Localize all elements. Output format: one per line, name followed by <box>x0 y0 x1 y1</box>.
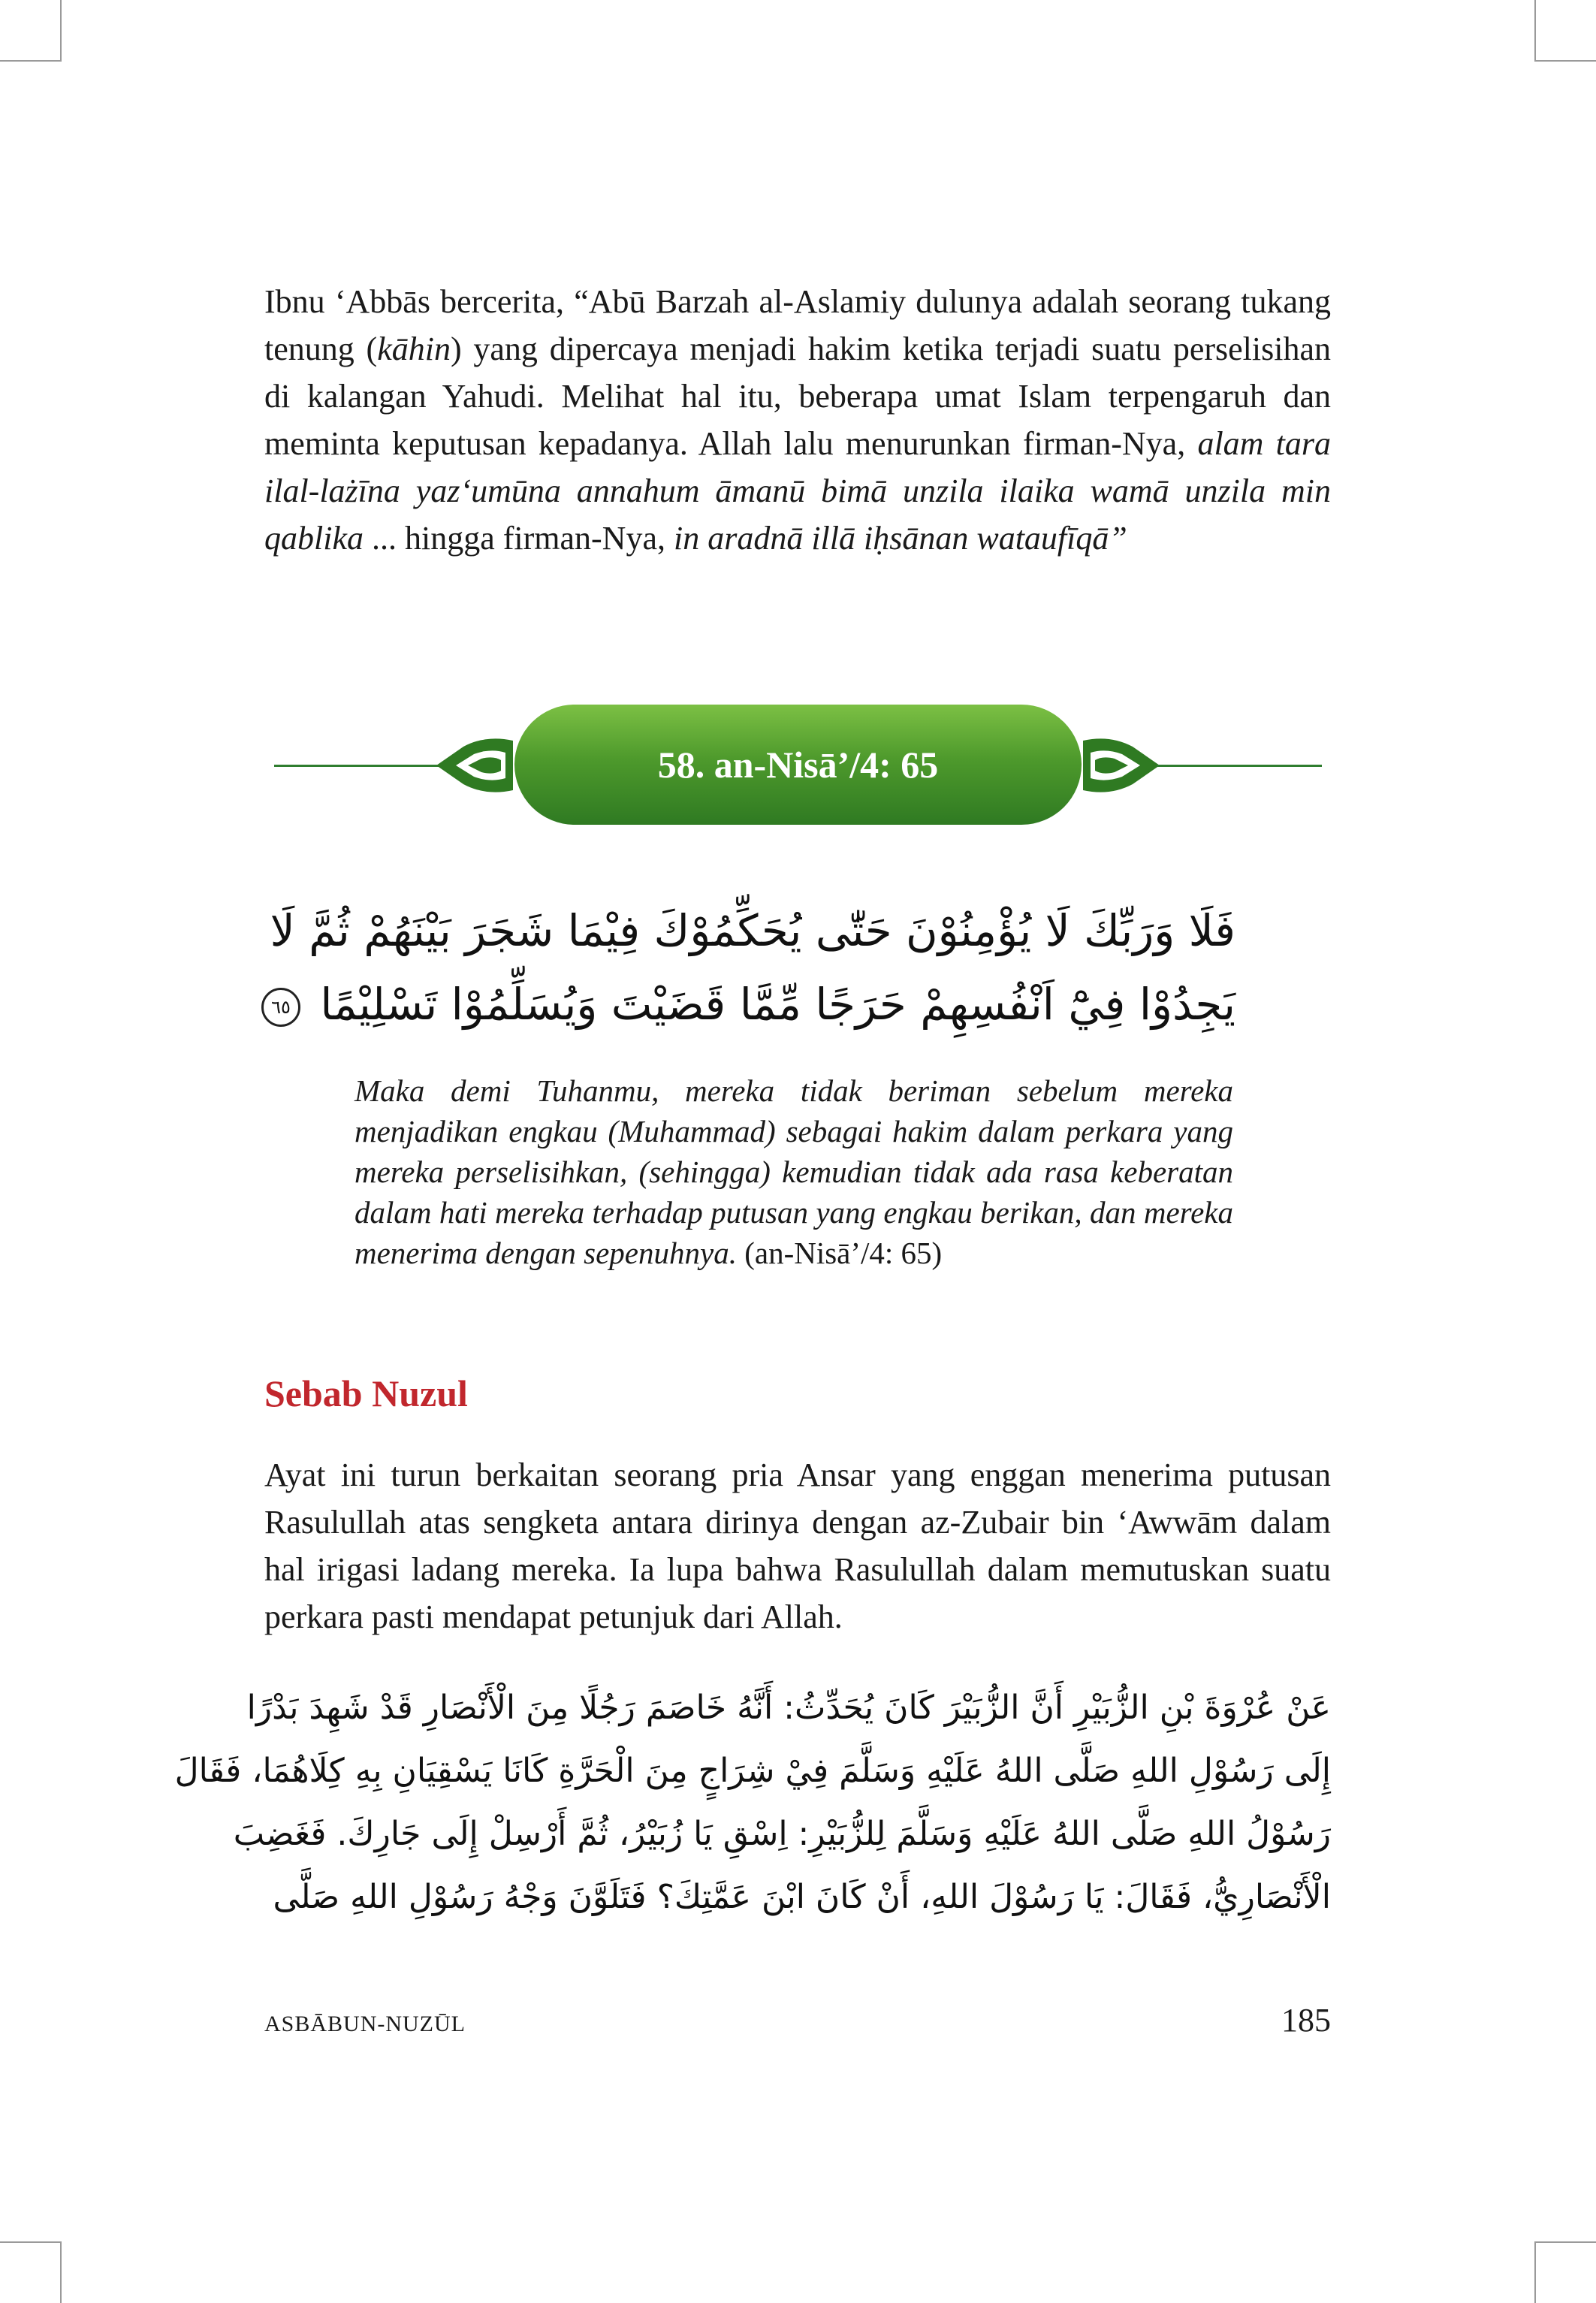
banner-rule-left <box>274 765 439 767</box>
hadith-line-2: إِلَى رَسُوْلِ اللهِ صَلَّى اللهُ عَلَيْهِ وَسَلَّمَ فِيْ شِرَاجٍ مِنَ الْحَرَّةِ كَانَا يَسْقِيَانِ بِهِ كِلَاهُمَا، فَقَالَ <box>174 1752 1331 1790</box>
section-heading: Sebab Nuzul <box>264 1372 468 1414</box>
ayah-line-1: فَلَا وَرَبِّكَ لَا يُؤْمِنُوْنَ حَتّٰى يُحَكِّمُوْكَ فِيْمَا شَجَرَ بَيْنَهُمْ ثُمَّ لَا <box>270 905 1235 956</box>
intro-quote-2: in aradnā illā iḥsānan wataufīqā” <box>673 520 1127 557</box>
page-number: 185 <box>1281 2002 1331 2039</box>
intro-text-2: ) yang dipercaya menjadi hakim ketika terjadi suatu perselisihan di kalangan Yahudi. Melihat hal itu, beberapa umat Islam terpengaruh dan meminta keputusan kepadanya. Allah lalu menurunkan firman-Nya, <box>264 331 1331 462</box>
ayah-line-2 <box>271 967 1235 1041</box>
crop-mark-bottom-right-h <box>1534 2241 1596 2243</box>
intro-text-1: Ibnu ‘Abbās bercerita, “Abū Barzah al-Aslamiy dulunya adalah seorang tukang tenung ( <box>264 283 1331 367</box>
intro-term: kāhin <box>377 331 451 367</box>
banner-rule-right <box>1157 765 1322 767</box>
ayah-line-2-text: يَجِدُوْا فِيْٓ اَنْفُسِهِمْ حَرَجًا مِّمَّا قَضَيْتَ وَيُسَلِّمُوْا تَسْلِيْمًا <box>320 979 1235 1030</box>
crop-mark-bottom-right-v <box>1534 2241 1536 2303</box>
surah-banner <box>274 705 1322 828</box>
ayah-arabic <box>270 894 1235 1041</box>
ornament-left-icon <box>433 733 516 798</box>
crop-mark-top-left-h <box>0 60 62 62</box>
hadith-line-1: عَنْ عُرْوَةَ بْنِ الزُّبَيْرِ أَنَّ الزُّبَيْرَ كَانَ يُحَدِّثُ: أَنَّهُ خَاصَمَ رَجُلًا مِنَ الْأَنْصَارِ قَدْ شَهِدَ بَدْرًا <box>246 1689 1331 1727</box>
crop-mark-top-left-v <box>60 0 62 62</box>
running-footer-title: ASBĀBUN-NUZŪL <box>264 2012 466 2036</box>
crop-mark-bottom-left-h <box>0 2241 62 2243</box>
crop-mark-top-right-v <box>1534 0 1536 62</box>
intro-quote-1: alam tara ilal-lażīna yaz‘umūna annahum āmanū bimā unzila ilaika wamā unzila min qablika <box>264 425 1331 557</box>
translation-reference: (an-Nisā’/4: 65) <box>744 1236 943 1270</box>
hadith-line-3: رَسُوْلُ اللهِ صَلَّى اللهُ عَلَيْهِ وَسَلَّمَ لِلزُّبَيْرِ: اِسْقِ يَا زُبَيْرُ، ثُمَّ أَرْسِلْ إِلَى جَارِكَ. فَغَضِبَ <box>233 1815 1331 1853</box>
crop-mark-top-right-h <box>1534 60 1596 62</box>
banner-title: 58. an-Nisā’/4: 65 <box>514 705 1082 825</box>
hadith-arabic <box>174 1677 1331 1929</box>
intro-text-3: ... hingga firman-Nya, <box>363 520 674 557</box>
hadith-line-4: الْأَنْصَارِيُّ، فَقَالَ: يَا رَسُوْلَ اللهِ، أَنْ كَانَ ابْنَ عَمَّتِكَ؟ فَتَلَوَّنَ وَجْهُ رَسُوْلِ اللهِ صَلَّى <box>273 1878 1331 1916</box>
intro-paragraph <box>264 278 1331 562</box>
ornament-right-icon <box>1080 733 1163 798</box>
section-paragraph: Ayat ini turun berkaitan seorang pria Ansar yang enggan menerima putusan Rasulullah atas sengketa antara dirinya dengan az-Zubair bin ‘Awwām dalam hal irigasi ladang mereka. Ia lupa bahwa Rasulullah dalam memutuskan suatu perkara pasti mendapat petunjuk dari Allah. <box>264 1456 1331 1635</box>
ayah-number-badge: ٦٥ <box>261 988 300 1027</box>
ayah-translation <box>354 1070 1233 1273</box>
crop-mark-bottom-left-v <box>60 2241 62 2303</box>
translation-text: Maka demi Tuhanmu, mereka tidak beriman sebelum mereka menjadikan engkau (Muhammad) sebagai hakim dalam perkara yang mereka perselisihkan, (sehingga) kemudian tidak ada rasa keberatan dalam hati mereka terhadap putusan yang engkau berikan, dan mereka menerima dengan sepenuhnya. <box>354 1073 1233 1270</box>
